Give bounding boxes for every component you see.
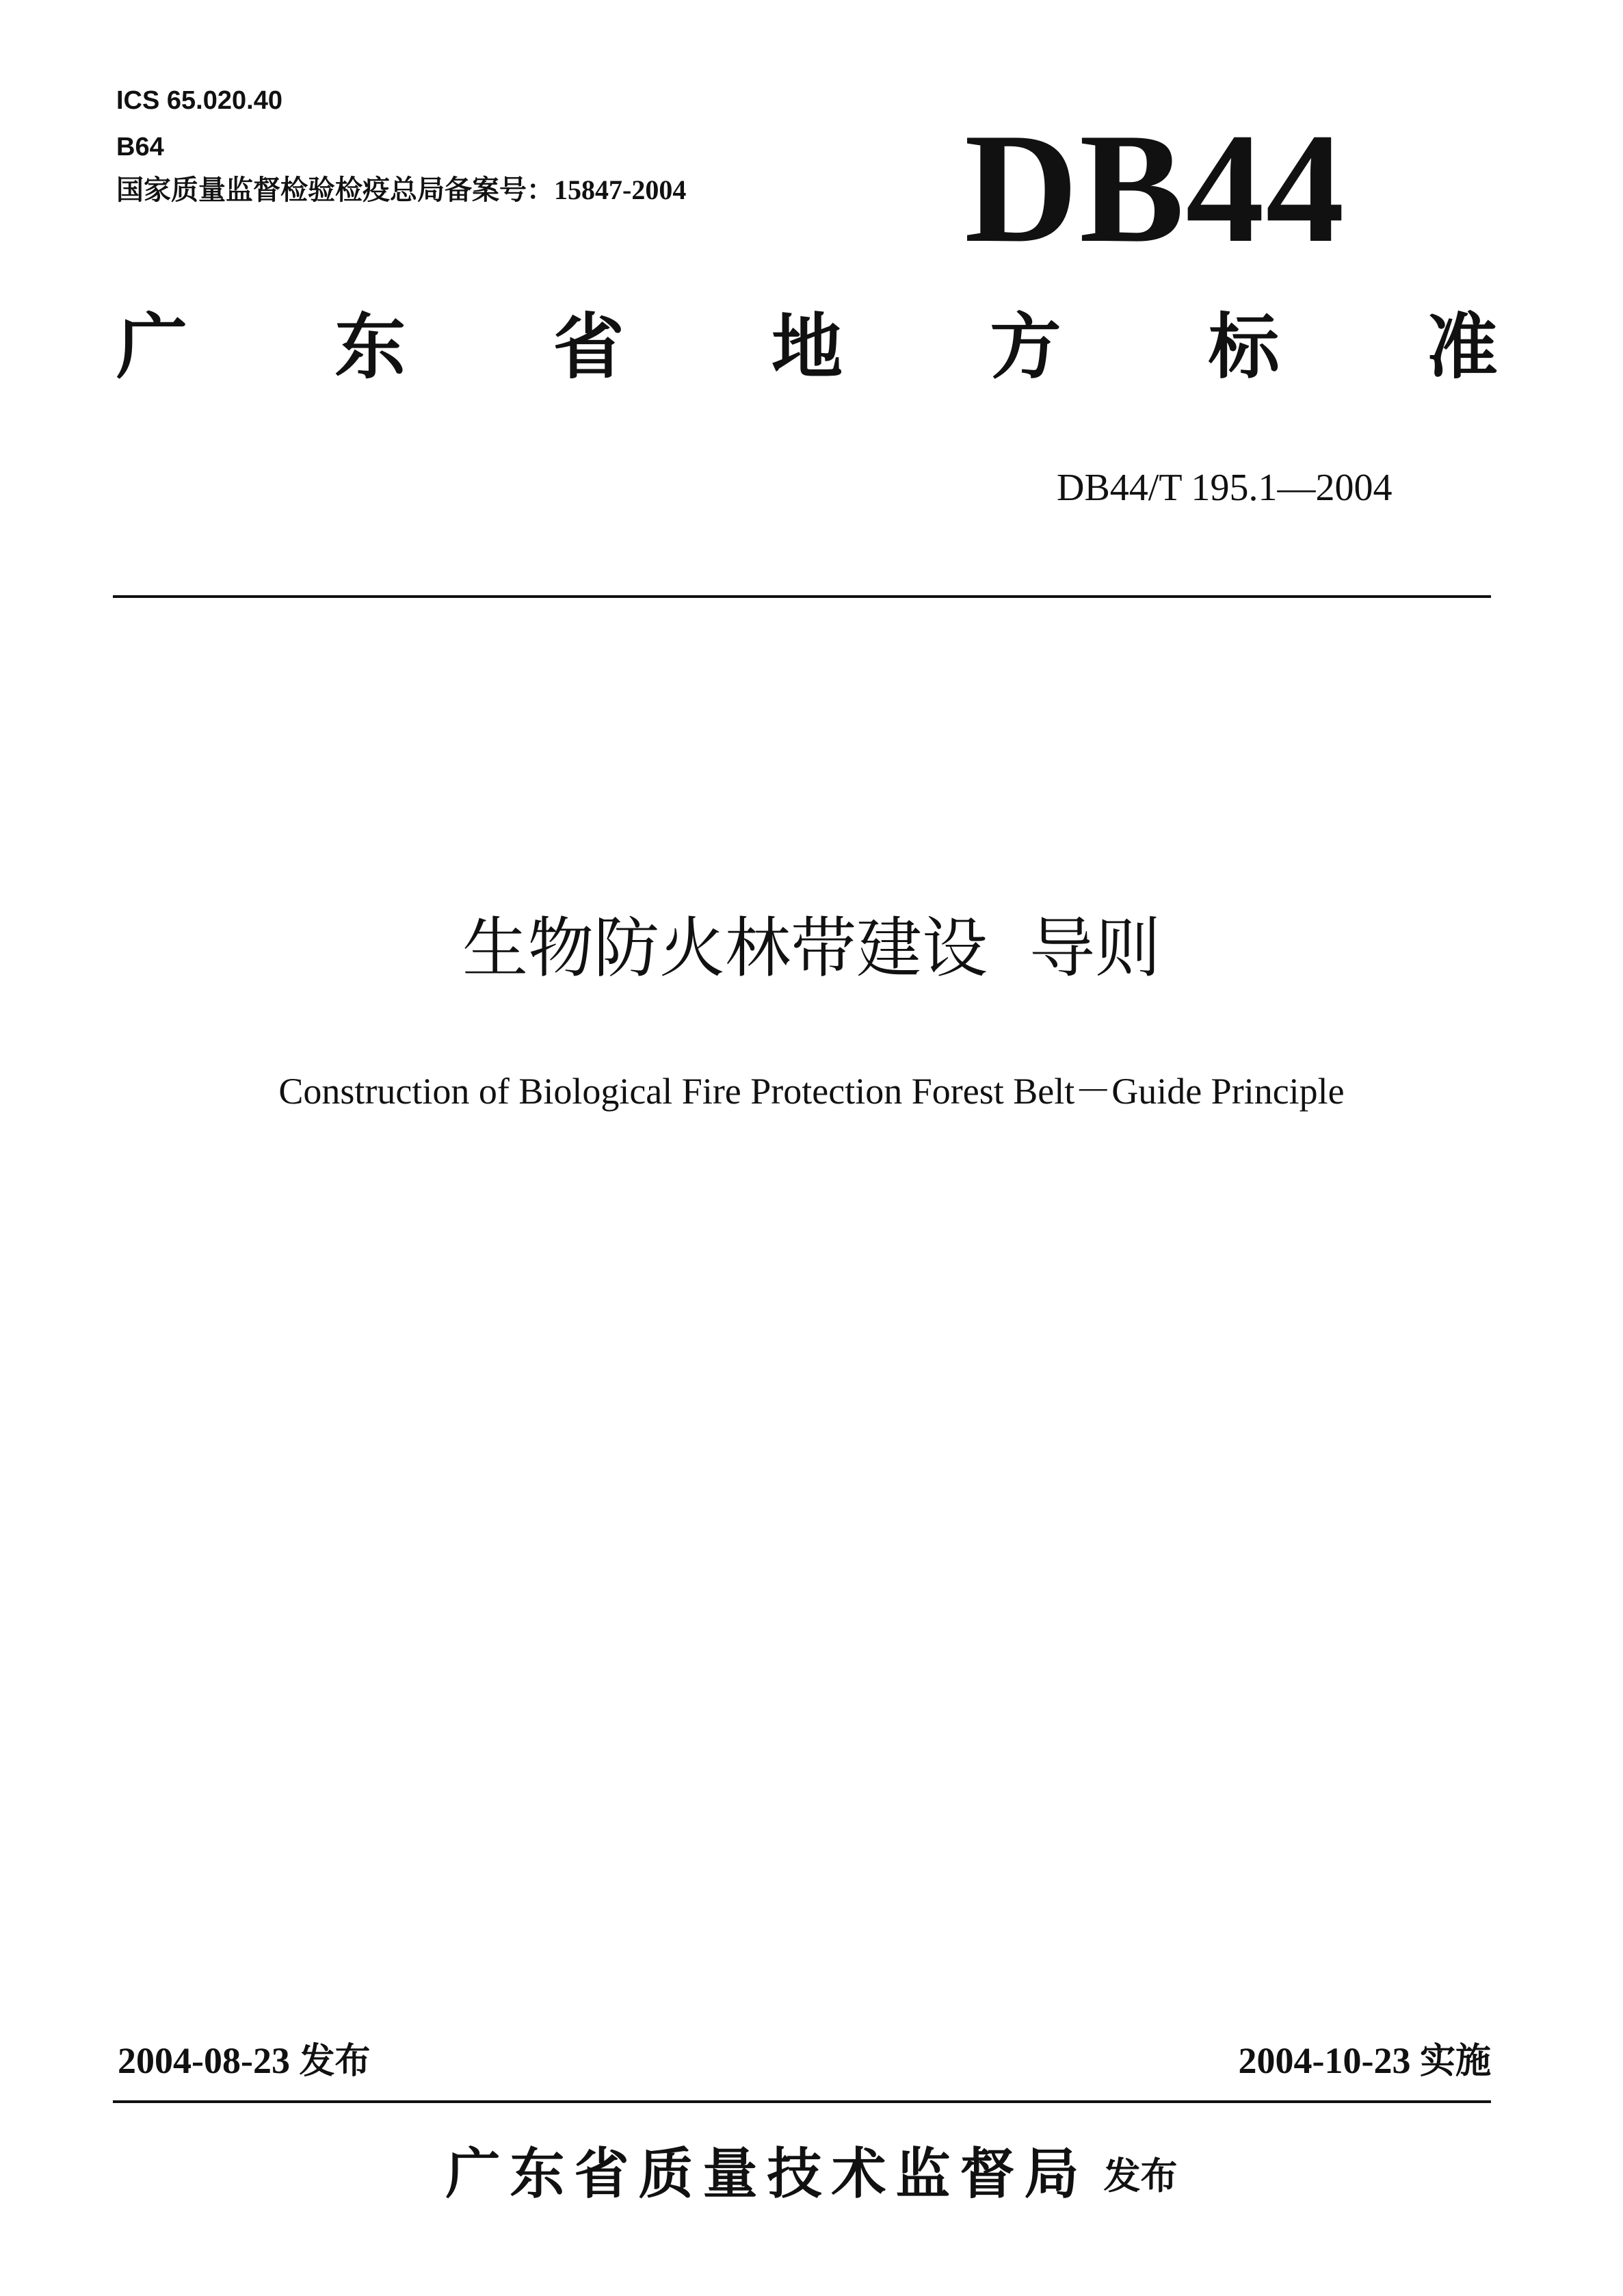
- ics-code: ICS 65.020.40: [116, 86, 282, 115]
- title-english: Construction of Biological Fire Protection Forest Belt－Guide Principle: [278, 1071, 1345, 1112]
- effective-date-value: 2004-10-23: [1238, 2040, 1411, 2081]
- standard-type-char: 省: [553, 305, 624, 389]
- publish-label: 发布: [299, 2041, 371, 2082]
- standard-type-char: 方: [990, 305, 1061, 389]
- standard-type-char: 地: [771, 305, 843, 389]
- title-chinese: 生物防火林带建设 导则: [462, 910, 1161, 987]
- filing-number: 15847-2004: [554, 174, 687, 205]
- standard-type-char: 准: [1426, 305, 1498, 389]
- publish-date-value: 2004-08-23: [118, 2040, 290, 2081]
- issuer-name: 广东省质量技术监督局: [445, 2142, 1089, 2206]
- standard-number: DB44/T 195.1—2004: [1057, 467, 1393, 509]
- effective-date: [1238, 2040, 1491, 2082]
- filing-record: [116, 174, 687, 205]
- header-divider: [113, 595, 1491, 598]
- ccs-code: B64: [116, 133, 164, 161]
- issuer-action: 发布: [1103, 2154, 1178, 2197]
- standard-type-heading: [116, 305, 1498, 389]
- issuer-line: [0, 2142, 1623, 2206]
- standard-type-char: 广: [116, 305, 188, 389]
- publish-date: [118, 2040, 371, 2082]
- db44-logo: DB44: [964, 101, 1346, 275]
- standard-type-char: 东: [334, 305, 406, 389]
- effective-label: 实施: [1419, 2041, 1491, 2082]
- footer-divider: [113, 2100, 1491, 2103]
- standard-type-char: 标: [1208, 305, 1280, 389]
- filing-label: 国家质量监督检验检疫总局备案号：: [116, 175, 554, 205]
